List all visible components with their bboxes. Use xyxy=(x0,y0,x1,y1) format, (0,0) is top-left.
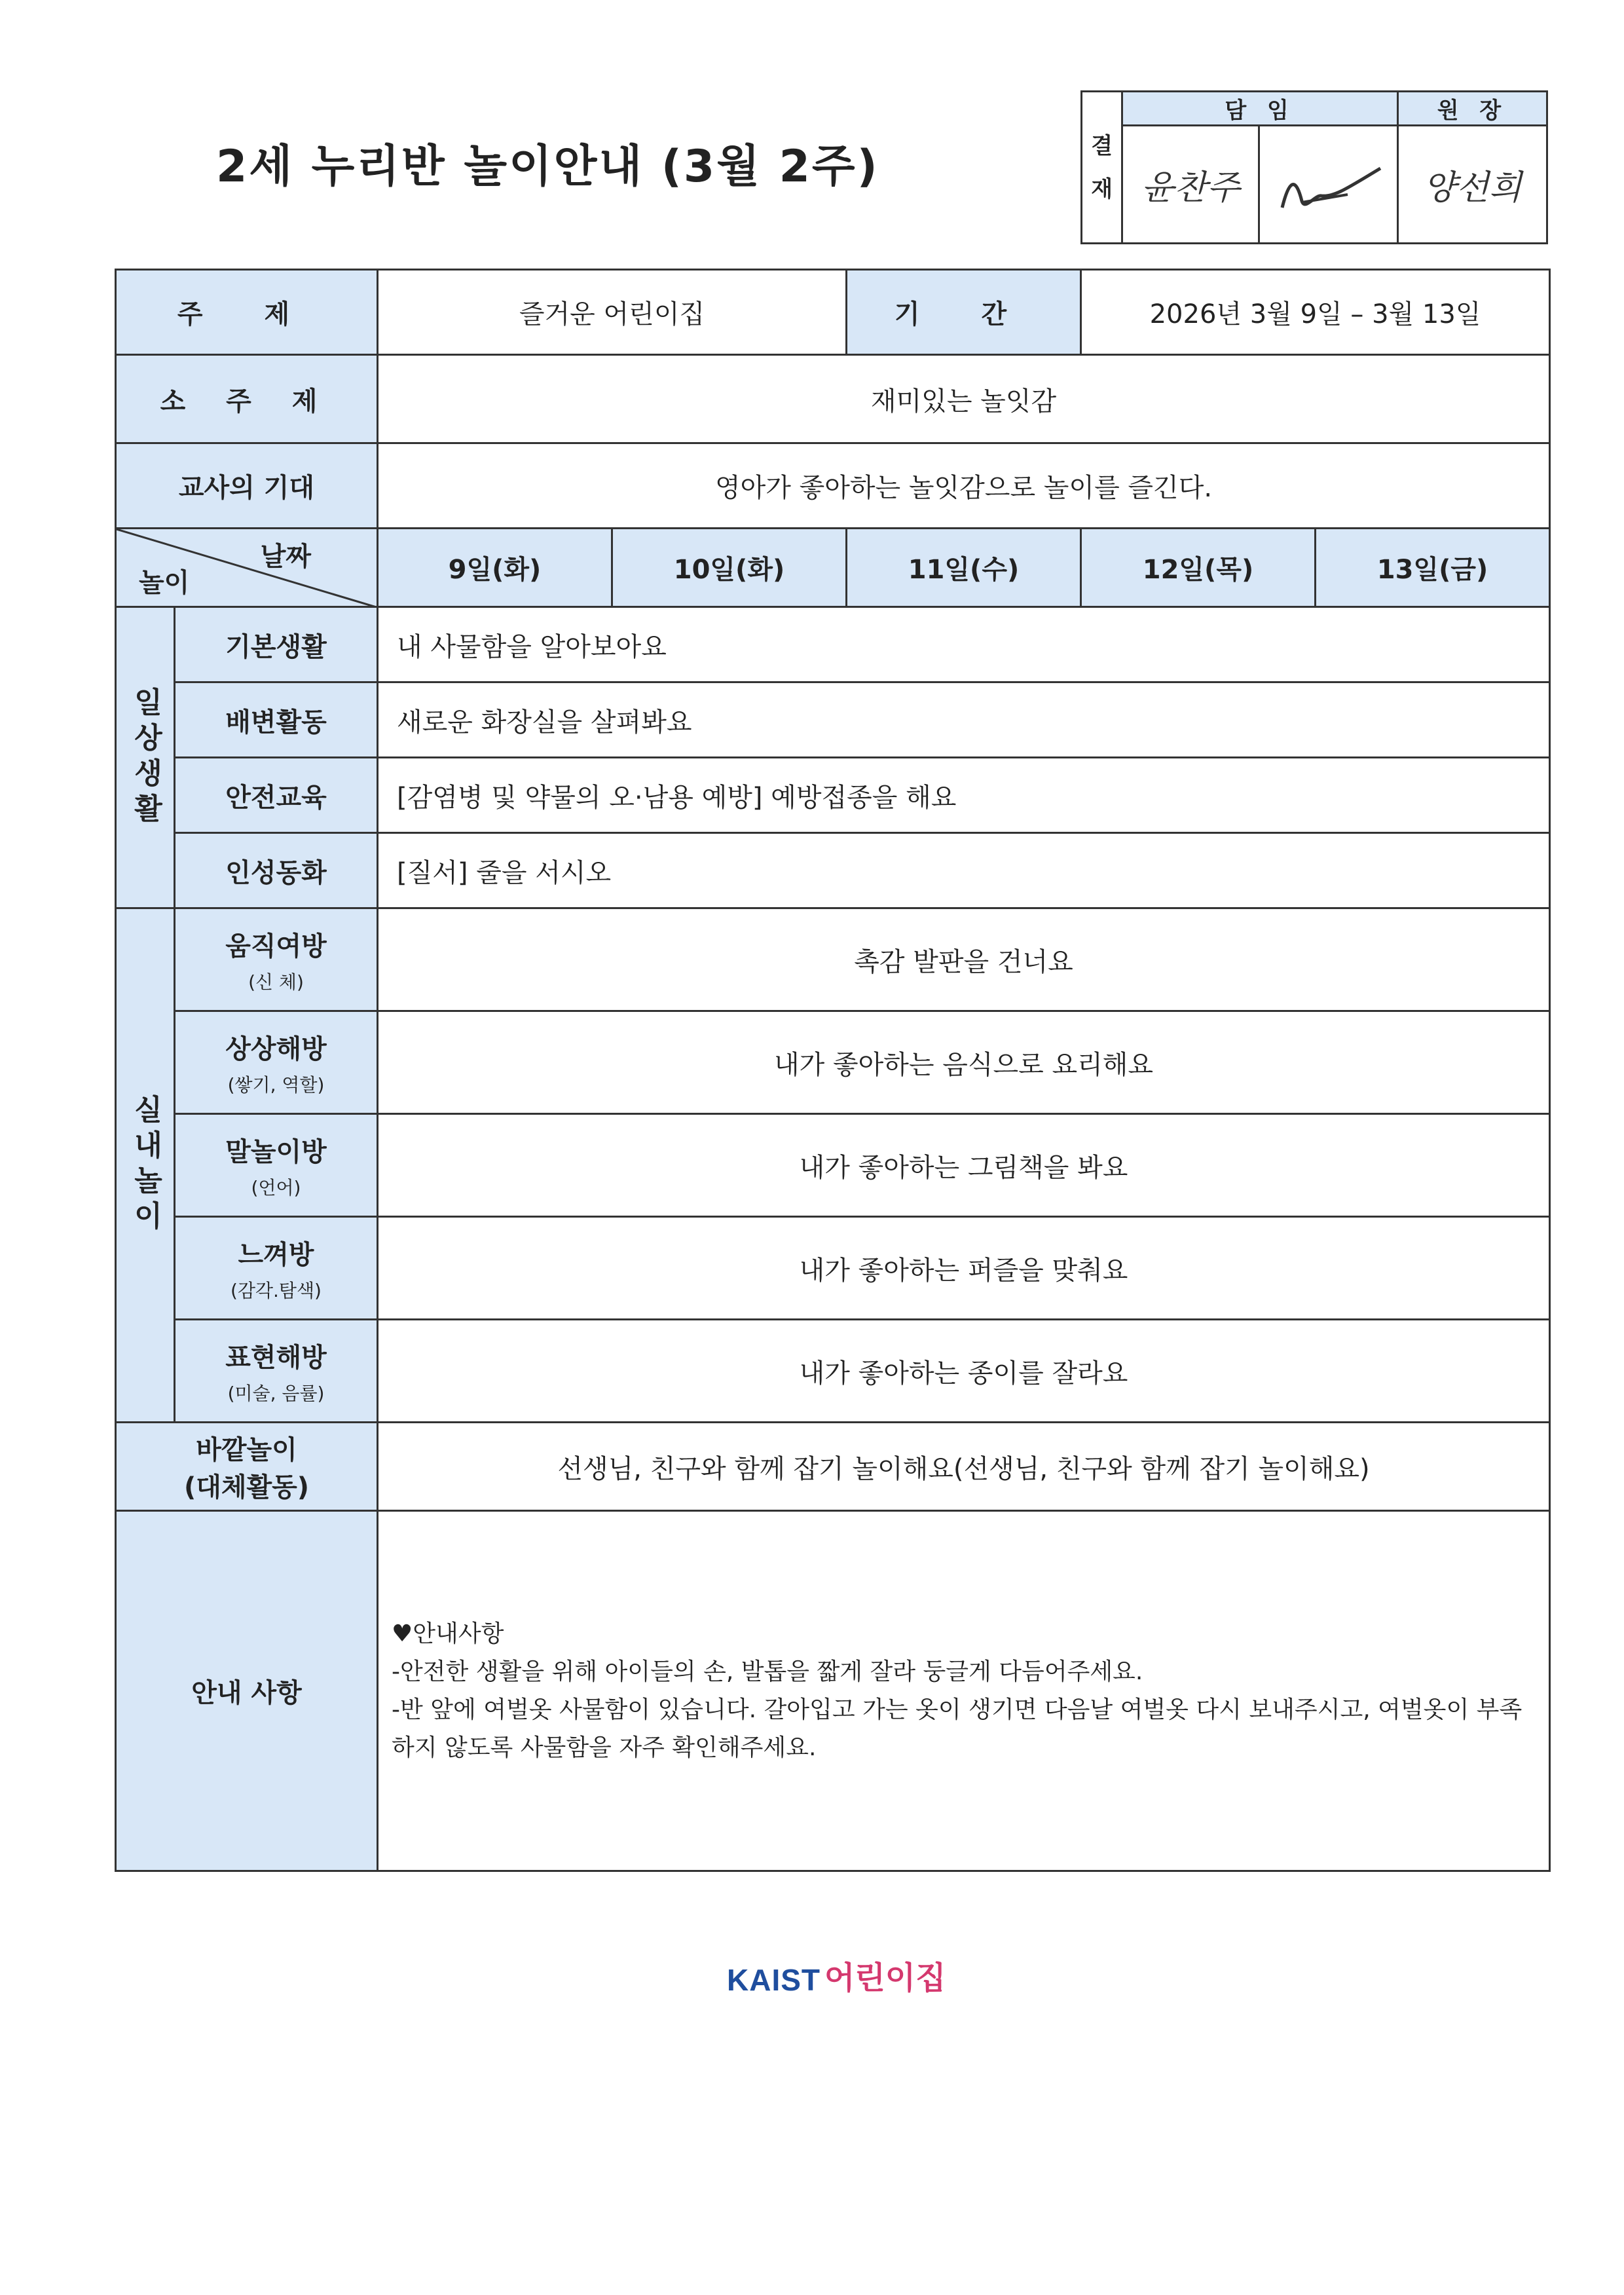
director-signature xyxy=(1397,126,1547,244)
teacher-signature-1 xyxy=(1122,126,1259,244)
indoor-row-label: 표현해방 (미술, 음률) xyxy=(175,1320,378,1423)
play-plan-table xyxy=(115,269,1551,1872)
indoor-play-group: 실내놀이 xyxy=(116,908,175,1423)
signature-text-1: 윤찬주 xyxy=(1141,168,1240,208)
day-header: 11일(수) xyxy=(847,529,1081,607)
logo-text-en: KAIST xyxy=(727,1963,821,1997)
day-header: 10일(화) xyxy=(612,529,847,607)
director-header: 원 장 xyxy=(1397,92,1547,126)
notice-content xyxy=(378,1511,1550,1871)
theme-label: 주 제 xyxy=(116,270,378,355)
teacher-signature-2 xyxy=(1259,126,1397,244)
indoor-row-label: 움직여방 (신 체) xyxy=(175,908,378,1011)
notice-label: 안내 사항 xyxy=(116,1511,378,1871)
signature-mark xyxy=(1269,149,1387,221)
subtheme-label: 소 주 제 xyxy=(116,355,378,443)
notice-line-2: -반 앞에 여벌옷 사물함이 있습니다. 갈아입고 가는 옷이 생기면 다음날 여벌옷 다시 보내주시고, 여벌옷이 부족하지 않도록 사물함을 자주 확인해주세요. xyxy=(392,1696,1522,1761)
day-header: 9일(화) xyxy=(378,529,612,607)
daily-life-group: 일상생활 xyxy=(116,607,175,908)
period-label: 기 간 xyxy=(847,270,1081,355)
daily-row-label: 인성동화 xyxy=(175,833,378,908)
daily-row-label: 배변활동 xyxy=(175,682,378,758)
corner-date-label: 날짜 xyxy=(260,542,311,572)
indoor-row-label: 말놀이방 (언어) xyxy=(175,1114,378,1217)
approval-box xyxy=(1080,90,1548,244)
daily-row-label: 기본생활 xyxy=(175,607,378,682)
indoor-row-text: 내가 좋아하는 종이를 잘라요 xyxy=(378,1320,1550,1423)
expectation-value: 영아가 좋아하는 놀잇감으로 놀이를 즐긴다. xyxy=(378,443,1550,529)
day-header: 12일(목) xyxy=(1081,529,1316,607)
notice-heading: ♥안내사항 xyxy=(392,1620,504,1647)
period-value: 2026년 3월 9일 – 3월 13일 xyxy=(1081,270,1550,355)
outdoor-text: 선생님, 친구와 함께 잡기 놀이해요(선생님, 친구와 함께 잡기 놀이해요) xyxy=(378,1423,1550,1511)
daily-row-text: 새로운 화장실을 살펴봐요 xyxy=(378,682,1550,758)
indoor-row-text: 내가 좋아하는 음식으로 요리해요 xyxy=(378,1011,1550,1114)
indoor-row-text: 촉감 발판을 건너요 xyxy=(378,908,1550,1011)
daily-row-label: 안전교육 xyxy=(175,758,378,833)
teacher-header: 담 임 xyxy=(1122,92,1398,126)
daily-row-text: [감염병 및 약물의 오·남용 예방] 예방접종을 해요 xyxy=(378,758,1550,833)
approval-label-bottom: 재 xyxy=(1091,176,1113,202)
kaist-logo xyxy=(727,1945,946,1998)
daily-row-text: [질서] 줄을 서시오 xyxy=(378,833,1550,908)
subtheme-value: 재미있는 놀잇감 xyxy=(378,355,1550,443)
day-header: 13일(금) xyxy=(1316,529,1550,607)
document-title: 2세 누리반 놀이안내 (3월 2주) xyxy=(216,141,879,193)
corner-header xyxy=(116,529,378,607)
signature-text-3: 양선희 xyxy=(1423,168,1522,208)
outdoor-label: 바깥놀이 (대체활동) xyxy=(116,1423,378,1511)
approval-label-top: 결 xyxy=(1091,132,1113,159)
corner-play-label: 놀이 xyxy=(139,568,190,598)
approval-label xyxy=(1082,92,1122,244)
expectation-label: 교사의 기대 xyxy=(116,443,378,529)
indoor-row-label: 상상해방 (쌓기, 역할) xyxy=(175,1011,378,1114)
daily-row-text: 내 사물함을 알아보아요 xyxy=(378,607,1550,682)
indoor-row-text: 내가 좋아하는 그림책을 봐요 xyxy=(378,1114,1550,1217)
theme-value: 즐거운 어린이집 xyxy=(378,270,847,355)
indoor-row-text: 내가 좋아하는 퍼즐을 맞춰요 xyxy=(378,1217,1550,1320)
logo-text-ko: 어린이집 xyxy=(824,1960,946,1996)
notice-line-1: -안전한 생활을 위해 아이들의 손, 발톱을 짧게 잘라 둥글게 다듬어주세요. xyxy=(392,1658,1143,1685)
indoor-row-label: 느껴방 (감각.탐색) xyxy=(175,1217,378,1320)
